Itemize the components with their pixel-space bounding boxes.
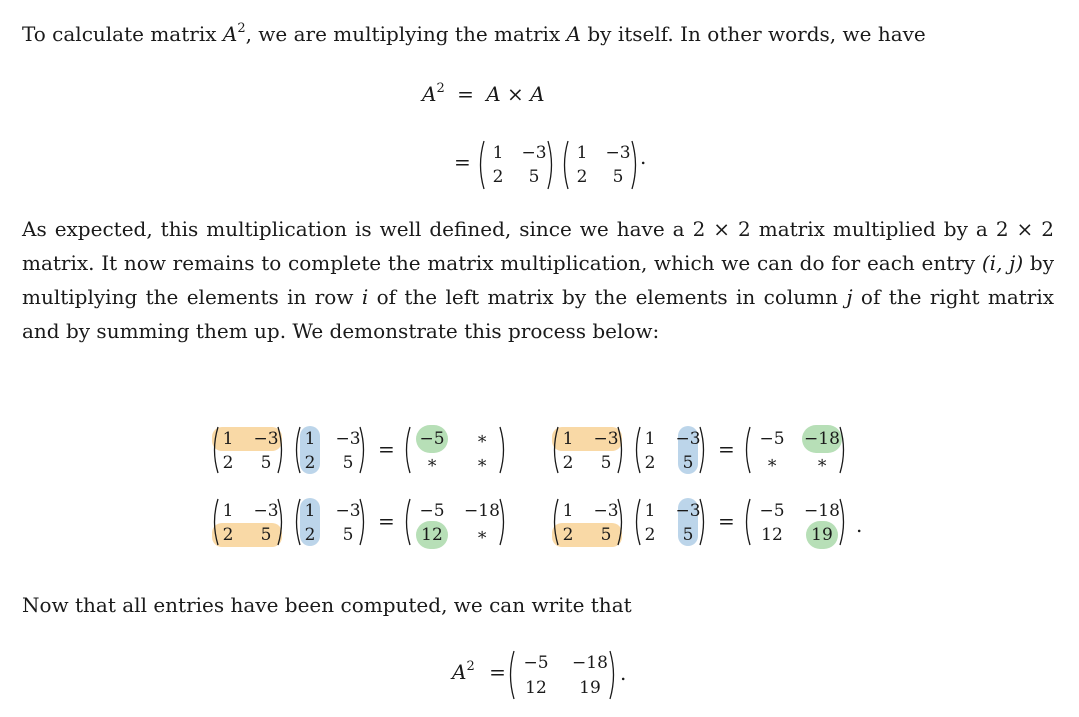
matrix-cell: −18: [572, 653, 608, 673]
matrix-cell: 5: [342, 525, 354, 545]
matrix-cell: 1: [562, 501, 574, 521]
matrix-cell: 2: [562, 453, 574, 473]
matrix-cell: 1: [576, 143, 588, 163]
matrix-cell: −3: [335, 429, 361, 449]
matrix-cell: −3: [675, 501, 701, 521]
matrix-cell: −3: [675, 429, 701, 449]
matrix-cell: 1: [222, 429, 234, 449]
matrix-cell: ∗: [476, 525, 488, 545]
matrix-cell: 2: [644, 453, 656, 473]
result-matrix: [402, 498, 508, 546]
matrix-cell: 2: [562, 525, 574, 545]
left-matrix-A: [550, 498, 626, 546]
matrix-A: [560, 140, 640, 190]
matrix-cell: 5: [342, 453, 354, 473]
matrix-cell: 2: [222, 453, 234, 473]
equals-sign: =: [718, 509, 735, 533]
matrix-cell: −3: [593, 429, 619, 449]
matrix-cell: −3: [335, 501, 361, 521]
matrix-cell: 1: [304, 501, 316, 521]
equation-a-squared: $A^2 = A \times A$: [422, 81, 545, 106]
matrix-cell: −18: [464, 501, 500, 521]
matrix-cell: −3: [253, 501, 279, 521]
matrix-cell: ∗: [476, 453, 488, 473]
matrix-cell: 1: [304, 429, 316, 449]
matrix-cell: −3: [593, 501, 619, 521]
left-matrix-A: [210, 426, 286, 474]
right-matrix-A: [632, 426, 708, 474]
matrix-cell: 2: [576, 167, 588, 187]
conclusion-paragraph: Now that all entries have been computed, we can write that: [22, 593, 632, 617]
final-result-matrix: [506, 650, 618, 700]
matrix-cell: 2: [492, 167, 504, 187]
equals-sign: =: [378, 509, 395, 533]
matrix-cell: ∗: [816, 453, 828, 473]
matrix-cell: 12: [421, 525, 443, 545]
matrix-cell: ∗: [766, 453, 778, 473]
matrix-cell: −5: [419, 501, 445, 521]
matrix-cell: 5: [600, 453, 612, 473]
matrix-cell: 2: [644, 525, 656, 545]
math-A: A: [222, 22, 238, 46]
matrix-cell: 5: [682, 525, 694, 545]
matrix-cell: −5: [419, 429, 445, 449]
matrix-cell: −5: [523, 653, 549, 673]
matrix-cell: 12: [525, 678, 547, 698]
matrix-cell: ∗: [476, 429, 488, 449]
matrix-cell: −3: [253, 429, 279, 449]
right-matrix-A: [292, 498, 368, 546]
left-matrix-A: [210, 498, 286, 546]
matrix-cell: 5: [260, 453, 272, 473]
math-A: A: [566, 22, 581, 46]
equals-sign: =: [718, 437, 735, 461]
result-matrix: [742, 426, 848, 474]
matrix-cell: 5: [600, 525, 612, 545]
matrix-cell: −5: [759, 501, 785, 521]
matrix-cell: 5: [612, 167, 624, 187]
matrix-cell: ∗: [426, 453, 438, 473]
right-matrix-A: [632, 498, 708, 546]
intro-paragraph: To calculate matrix $A^2$, we are multiplying the matrix A by itself. In other words, we have: [22, 21, 926, 46]
matrix-cell: −3: [605, 143, 631, 163]
matrix-cell: 1: [492, 143, 504, 163]
matrix-cell: 2: [304, 453, 316, 473]
matrix-cell: −18: [804, 501, 840, 521]
left-matrix-A: [550, 426, 626, 474]
matrix-cell: −5: [759, 429, 785, 449]
matrix-cell: 5: [528, 167, 540, 187]
matrix-cell: 12: [761, 525, 783, 545]
matrix-cell: 1: [562, 429, 574, 449]
matrix-cell: −18: [804, 429, 840, 449]
period: .: [640, 145, 647, 169]
matrix-A: [476, 140, 556, 190]
period: .: [856, 513, 863, 537]
equals-sign: =: [378, 437, 395, 461]
matrix-cell: 5: [260, 525, 272, 545]
final-lhs: $A^2$ =: [452, 659, 506, 684]
matrix-cell: 2: [222, 525, 234, 545]
result-matrix: [742, 498, 848, 546]
matrix-cell: 5: [682, 453, 694, 473]
matrix-cell: −3: [521, 143, 547, 163]
matrix-cell: 19: [811, 525, 833, 545]
matrix-cell: 2: [304, 525, 316, 545]
right-matrix-A: [292, 426, 368, 474]
period: .: [620, 661, 627, 685]
matrix-cell: 1: [644, 501, 656, 521]
result-matrix: [402, 426, 508, 474]
matrix-cell: 1: [222, 501, 234, 521]
equals-sign: =: [454, 150, 471, 174]
matrix-cell: 19: [579, 678, 601, 698]
explanation-paragraph: As expected, this multiplication is well defined, since we have a 2 × 2 matrix multiplied by a 2 × 2 matrix. It now remains to complete the matrix multiplication, which we can do for each entry (i, j) by multiplying the elements in row i of the left matrix by the elements in column j of the right matrix and by summing them up. We demonstrate this process below:: [22, 217, 1055, 343]
matrix-cell: 1: [644, 429, 656, 449]
